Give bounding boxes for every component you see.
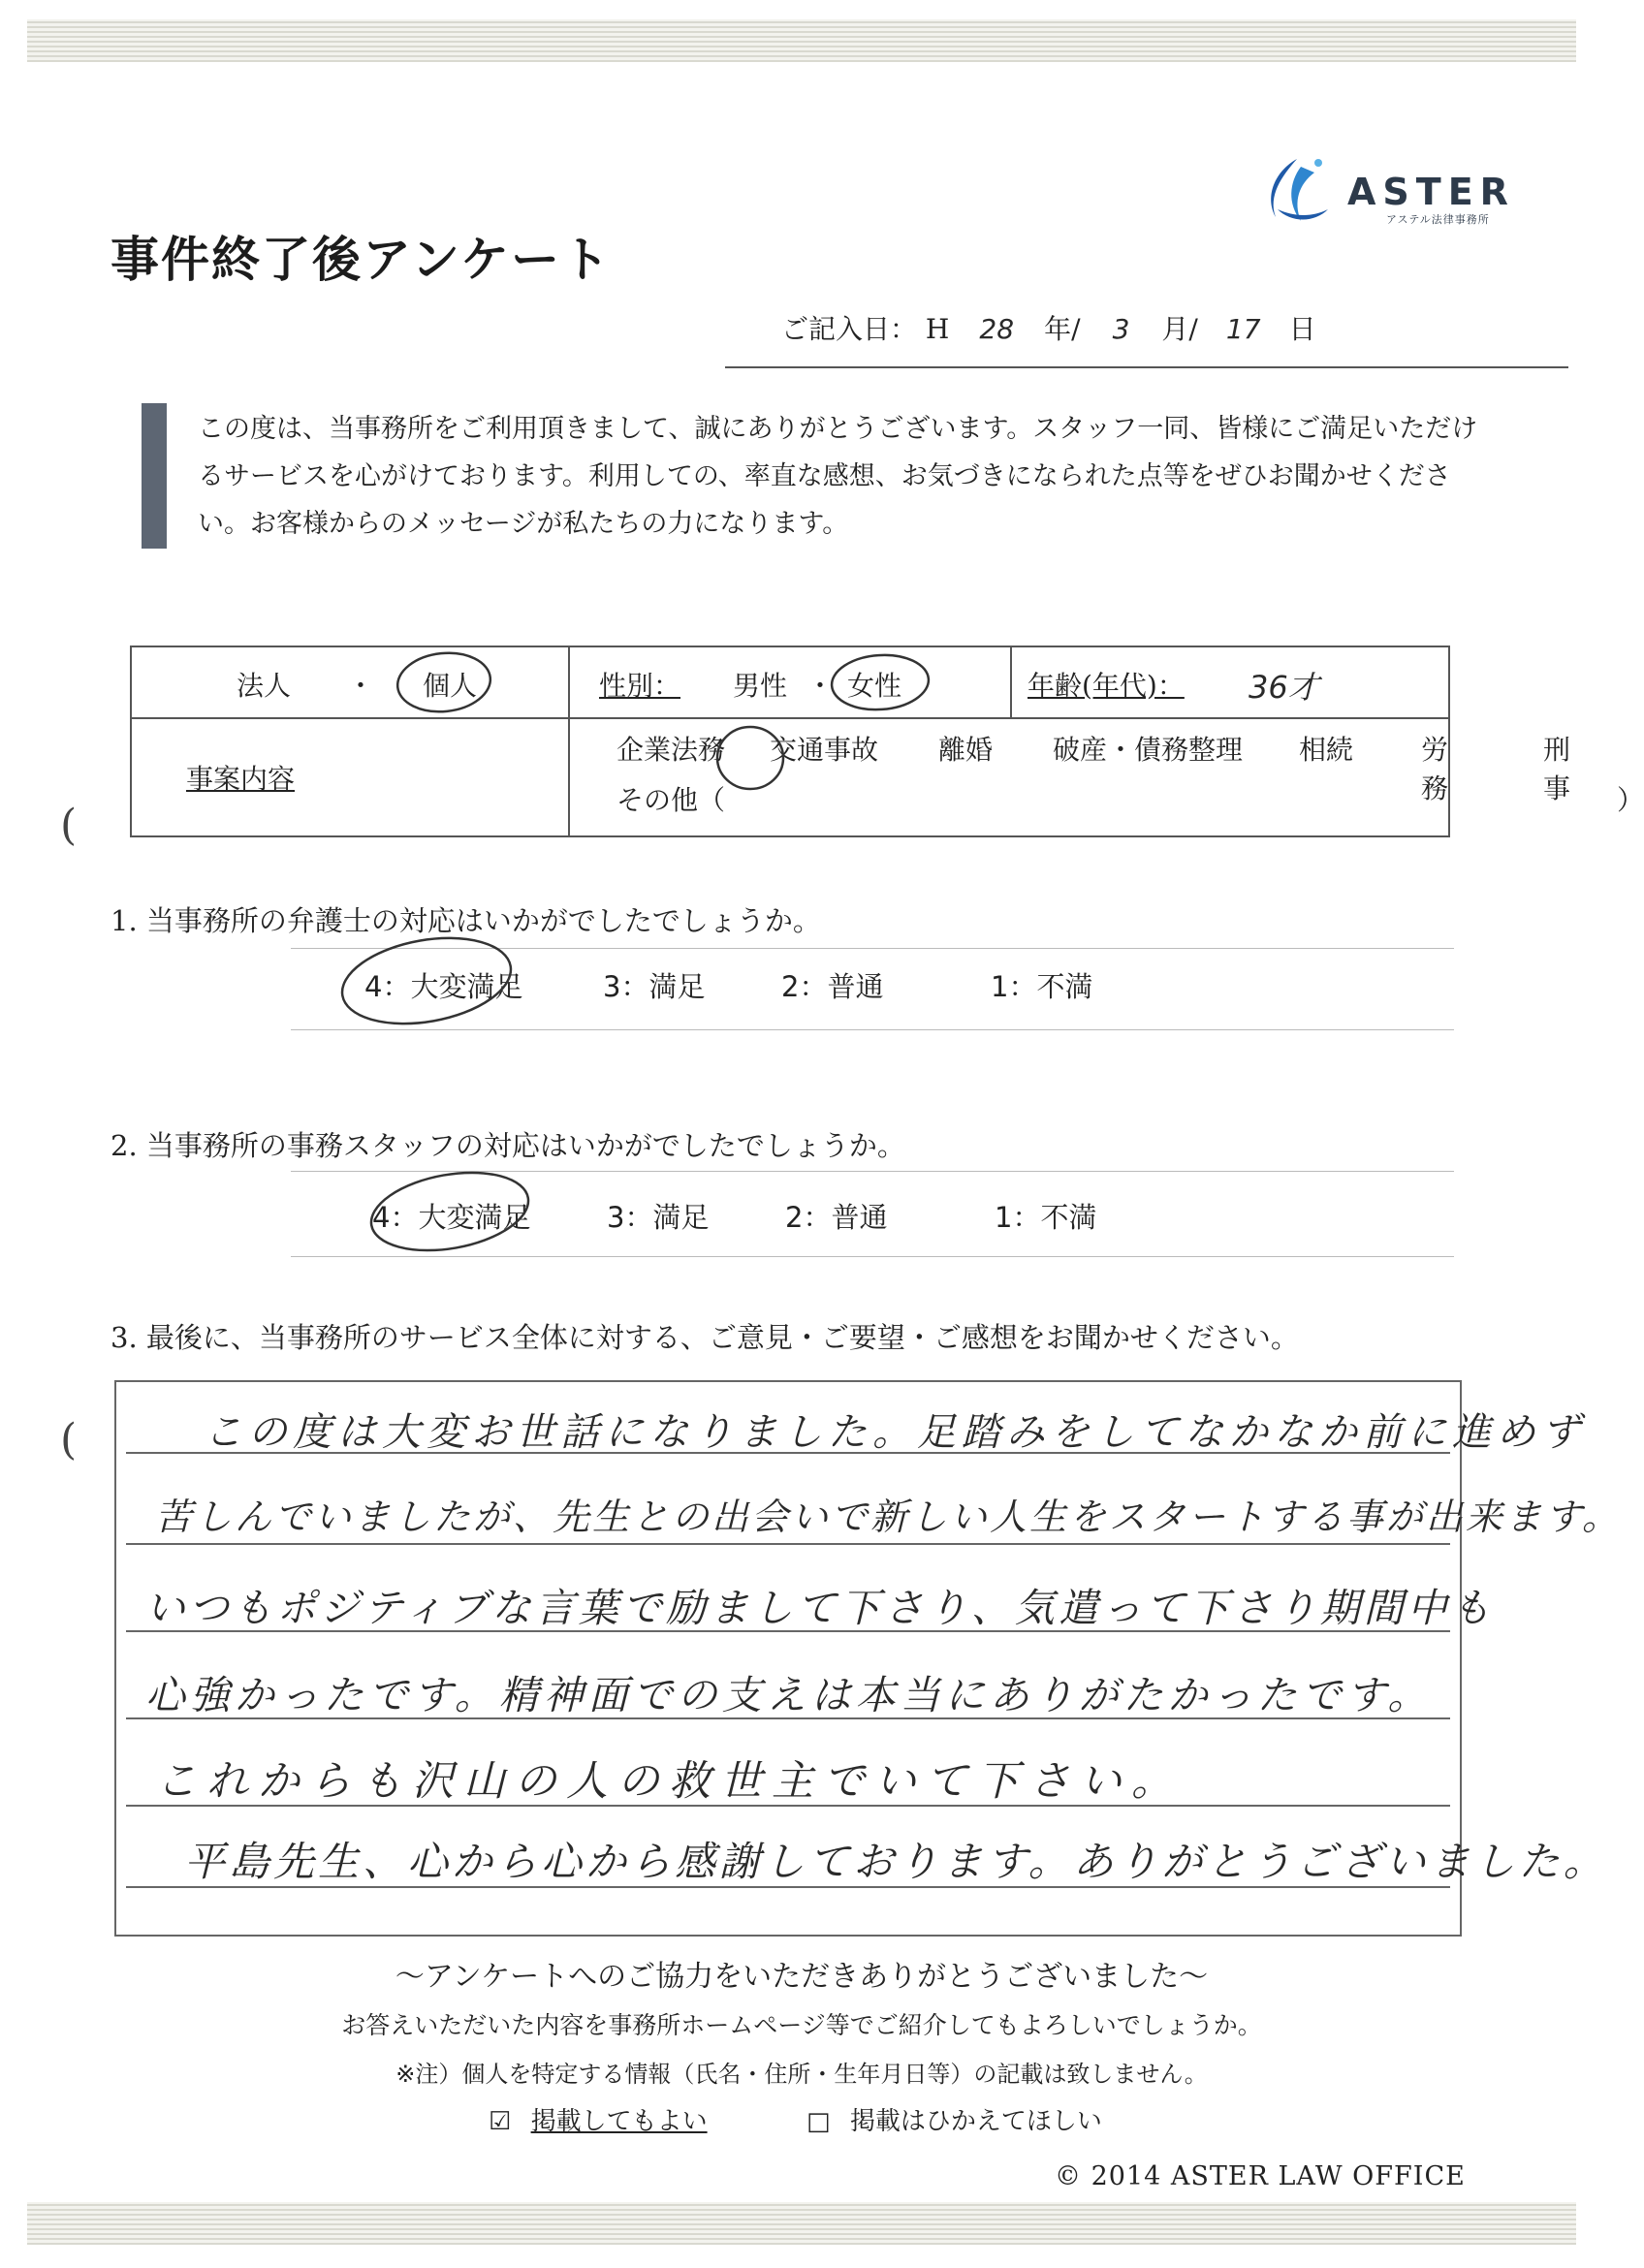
privacy-note: ※注）個人を特定する情報（氏名・住所・生年月日等）の記載は致しません。	[395, 2061, 1208, 2088]
comment-line	[126, 1543, 1450, 1545]
option-publish-ok-label: 掲載してもよい	[530, 2107, 708, 2136]
case-criminal[interactable]: 刑事	[1543, 734, 1571, 804]
comment-box[interactable]	[114, 1380, 1622, 1937]
comment-text-line: いつもポジティブな言葉で励まして下さり、気遣って下さり期間中も	[145, 1585, 1495, 1631]
separator-dot: ・	[347, 670, 375, 702]
option-corp[interactable]: 法人	[237, 670, 292, 702]
age-label: 年齢(年代)：	[1028, 670, 1185, 702]
option-publish-no[interactable]	[806, 2101, 1102, 2137]
intro-text: この度は、当事務所をご利用頂きまして、誠にありがとうございます。スタッフ一同、皆様にご満足いただけるサービスを心がけております。利用しての、率直な感想、お気づきになられた点等をぜひお聞かせください。お客様からのメッセージが私たちの力になります。	[198, 414, 1478, 539]
date-day[interactable]: 17	[1225, 313, 1261, 345]
date-month-unit: 月/	[1161, 313, 1198, 345]
q2-rule-top	[291, 1171, 1454, 1172]
q1-option-2[interactable]: 2：普通	[781, 970, 884, 1003]
q1-option-4[interactable]: 4：大変満足	[364, 970, 523, 1003]
gender-cell	[570, 647, 1010, 717]
comment-text-line: これからも沢山の人の救世主でいて下さい。	[155, 1757, 1183, 1806]
comment-text-line: 平島先生、心から心から感謝しております。ありがとうございました。	[184, 1838, 1608, 1885]
hole-punch-mark: (	[60, 1415, 78, 1465]
thanks-message: ～アンケートへのご協力をいただきありがとうございました～	[395, 1960, 1209, 1994]
question-3: 3. 最後に、当事務所のサービス全体に対する、ご意見・ご要望・ご感想をお聞かせください。	[111, 1321, 1299, 1354]
empty-box-icon[interactable]: □	[806, 2107, 831, 2136]
profile-table	[130, 646, 1644, 837]
entry-date	[781, 308, 1316, 347]
date-year-unit: 年/	[1044, 313, 1081, 345]
aster-logo	[1258, 153, 1539, 227]
q2-option-4[interactable]: 4：大変満足	[372, 1201, 531, 1234]
date-year[interactable]: 28	[979, 313, 1015, 345]
option-publish-ok[interactable]	[489, 2101, 708, 2137]
date-label: ご記入日：	[781, 313, 918, 345]
case-label: 事案内容	[186, 763, 296, 795]
comment-text-line: 心強かったです。精神面での支えは本当にありがたかったです。	[145, 1672, 1433, 1718]
q2-rule-bottom	[291, 1256, 1454, 1257]
case-inheritance[interactable]: 相続	[1299, 734, 1354, 766]
case-labor[interactable]: 労務	[1421, 734, 1449, 804]
gender-label: 性別：	[599, 670, 681, 702]
case-divorce[interactable]: 離婚	[938, 734, 994, 766]
case-types-cell	[570, 719, 1644, 835]
option-individual[interactable]: 個人	[423, 670, 478, 702]
brand-subtitle: アステル法律事務所	[1386, 213, 1490, 226]
aster-logo-icon	[1258, 153, 1334, 227]
scan-border-bottom	[27, 2202, 1576, 2245]
checked-box-icon[interactable]: ☑	[489, 2107, 512, 2136]
date-era: H	[925, 313, 950, 345]
age-cell	[1012, 647, 1448, 717]
permission-question: お答えいただいた内容を事務所ホームページ等でご紹介してもよろしいでしょうか。	[341, 2011, 1262, 2039]
q1-rule-bottom	[291, 1029, 1454, 1030]
date-underline	[725, 366, 1568, 368]
page-title: 事件終了後アンケート	[111, 231, 612, 288]
hole-punch-mark: (	[60, 801, 78, 850]
case-other-close: ）	[1617, 784, 1644, 816]
date-day-unit: 日	[1288, 313, 1316, 345]
q2-option-1[interactable]: 1：不満	[995, 1201, 1097, 1234]
option-female[interactable]: 女性	[847, 670, 902, 702]
copyright: © 2014 ASTER LAW OFFICE	[1055, 2161, 1466, 2191]
q1-option-1[interactable]: 1：不満	[991, 970, 1093, 1003]
option-male[interactable]: 男性	[733, 670, 788, 702]
question-2: 2. 当事務所の事務スタッフの対応はいかがでしたでしょうか。	[111, 1129, 905, 1162]
case-traffic[interactable]: 交通事故	[770, 734, 879, 766]
intro-accent-bar	[142, 403, 167, 549]
q2-option-3[interactable]: 3：満足	[607, 1201, 710, 1234]
q2-option-2[interactable]: 2：普通	[785, 1201, 888, 1234]
option-publish-no-label: 掲載はひかえてほしい	[849, 2107, 1102, 2136]
case-other[interactable]: その他（	[616, 784, 726, 816]
separator-dot: ・	[806, 670, 835, 702]
comment-text-line: この度は大変お世話になりました。足踏みをしてなかなか前に進めず	[204, 1410, 1586, 1455]
brand-name: ASTER	[1347, 171, 1515, 213]
case-bankruptcy[interactable]: 破産・債務整理	[1053, 734, 1244, 766]
q1-option-3[interactable]: 3：満足	[603, 970, 706, 1003]
corp-individual-cell	[132, 647, 568, 717]
age-value[interactable]: 36才	[1249, 669, 1319, 706]
scan-border-top	[27, 19, 1576, 62]
case-corporate[interactable]: 企業法務	[616, 734, 726, 766]
comment-text-line: 苦しんでいましたが、先生との出会いで新しい人生をスタートする事が出来ます。	[155, 1496, 1622, 1538]
date-month[interactable]: 3	[1112, 313, 1130, 345]
case-label-cell	[132, 719, 568, 835]
question-1: 1. 当事務所の弁護士の対応はいかがでしたでしょうか。	[111, 904, 821, 937]
q1-rule-top	[291, 948, 1454, 949]
